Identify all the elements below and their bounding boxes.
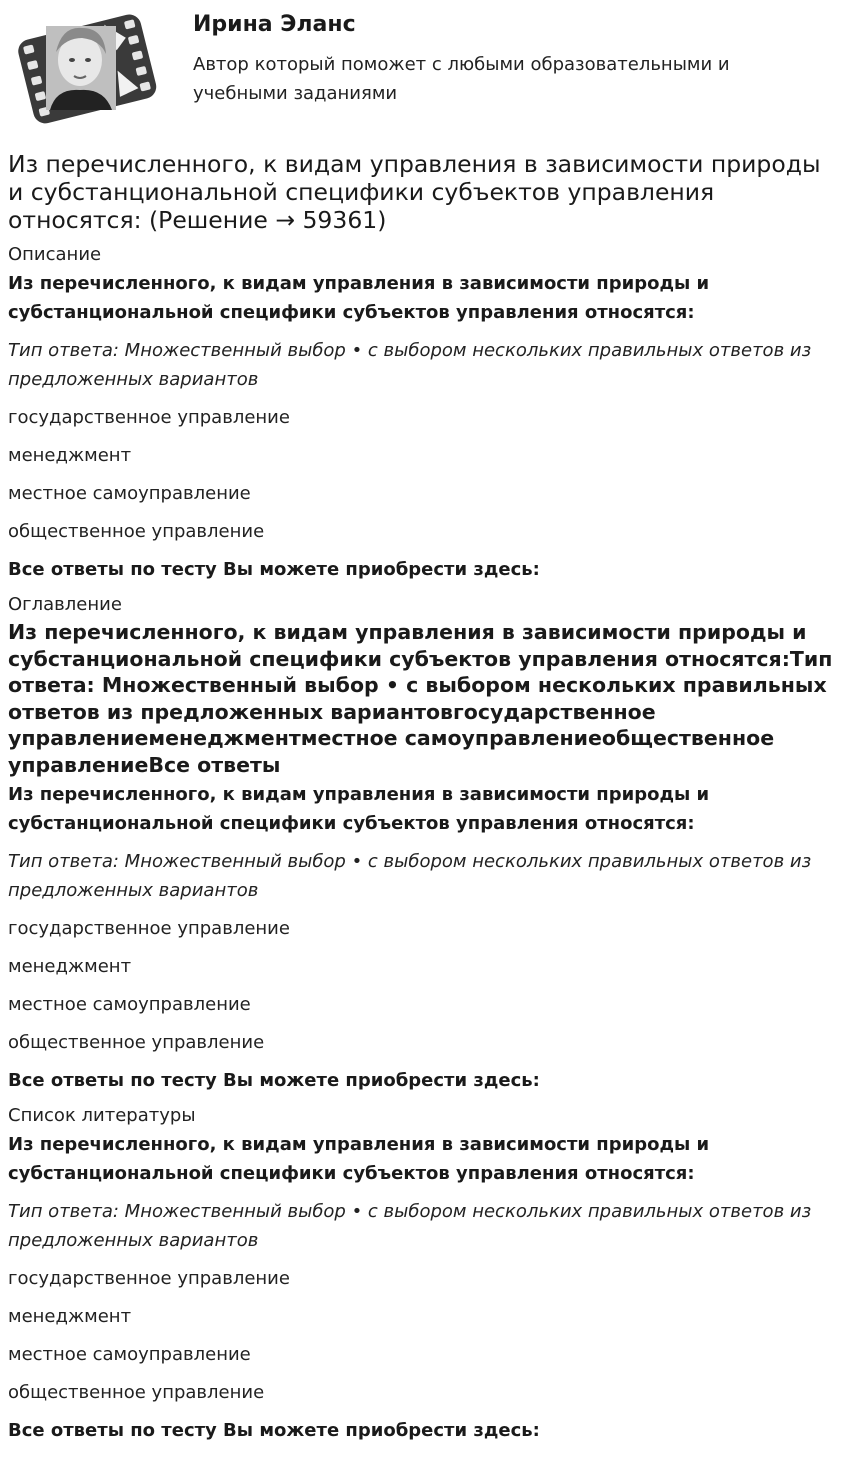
toc-buy-text: Все ответы по тесту Вы можете приобрести здесь: xyxy=(8,1070,540,1091)
author-avatar xyxy=(16,8,158,128)
toc-heading: Из перечисленного, к видам управления в зависимости природы и субстанциональной специфики субъектов управления относятся:Тип ответа: Множественный выбор • с выбором нескольких правильных ответов из предложенных вариантовгосударственное управлениеменеджментместное самоуправлениеобщественное управлениеВсе ответы xyxy=(8,620,833,777)
author-card xyxy=(8,0,839,140)
toc-question: Из перечисленного, к видам управления в зависимости природы и субстанциональной специфики субъектов управления относятся: xyxy=(8,784,710,834)
literature-question: Из перечисленного, к видам управления в зависимости природы и субстанциональной специфики субъектов управления относятся: xyxy=(8,1134,710,1184)
literature-answer-type: Тип ответа: Множественный выбор • с выбором нескольких правильных ответов из предложенных вариантов xyxy=(8,1201,812,1251)
description-section xyxy=(8,243,839,584)
literature-section xyxy=(8,1104,839,1445)
description-buy-text: Все ответы по тесту Вы можете приобрести здесь: xyxy=(8,559,540,580)
description-option: государственное управление xyxy=(8,407,290,428)
toc-section xyxy=(8,593,839,1095)
description-option: общественное управление xyxy=(8,521,265,542)
toc-option: менеджмент xyxy=(8,956,132,977)
literature-option: государственное управление xyxy=(8,1268,290,1289)
literature-label: Список литературы xyxy=(8,1105,196,1126)
literature-option: общественное управление xyxy=(8,1382,265,1403)
description-label: Описание xyxy=(8,244,102,265)
description-question: Из перечисленного, к видам управления в зависимости природы и субстанциональной специфики субъектов управления относятся: xyxy=(8,273,710,323)
toc-option: государственное управление xyxy=(8,918,290,939)
toc-label: Оглавление xyxy=(8,594,122,615)
literature-option: менеджмент xyxy=(8,1306,132,1327)
toc-option: местное самоуправление xyxy=(8,994,251,1015)
description-option: менеджмент xyxy=(8,445,132,466)
toc-answer-type: Тип ответа: Множественный выбор • с выбором нескольких правильных ответов из предложенных вариантов xyxy=(8,851,812,901)
author-name: Ирина Эланс xyxy=(193,12,356,37)
description-answer-type: Тип ответа: Множественный выбор • с выбором нескольких правильных ответов из предложенных вариантов xyxy=(8,340,812,390)
literature-option: местное самоуправление xyxy=(8,1344,251,1365)
description-option: местное самоуправление xyxy=(8,483,251,504)
literature-buy-text: Все ответы по тесту Вы можете приобрести здесь: xyxy=(8,1420,540,1441)
author-description: Автор который поможет с любыми образовательными и учебными заданиями xyxy=(193,54,730,104)
toc-option: общественное управление xyxy=(8,1032,265,1053)
page-title: Из перечисленного, к видам управления в зависимости природы и субстанциональной специфики субъектов управления относятся: (Решение → 59361) xyxy=(8,150,821,234)
